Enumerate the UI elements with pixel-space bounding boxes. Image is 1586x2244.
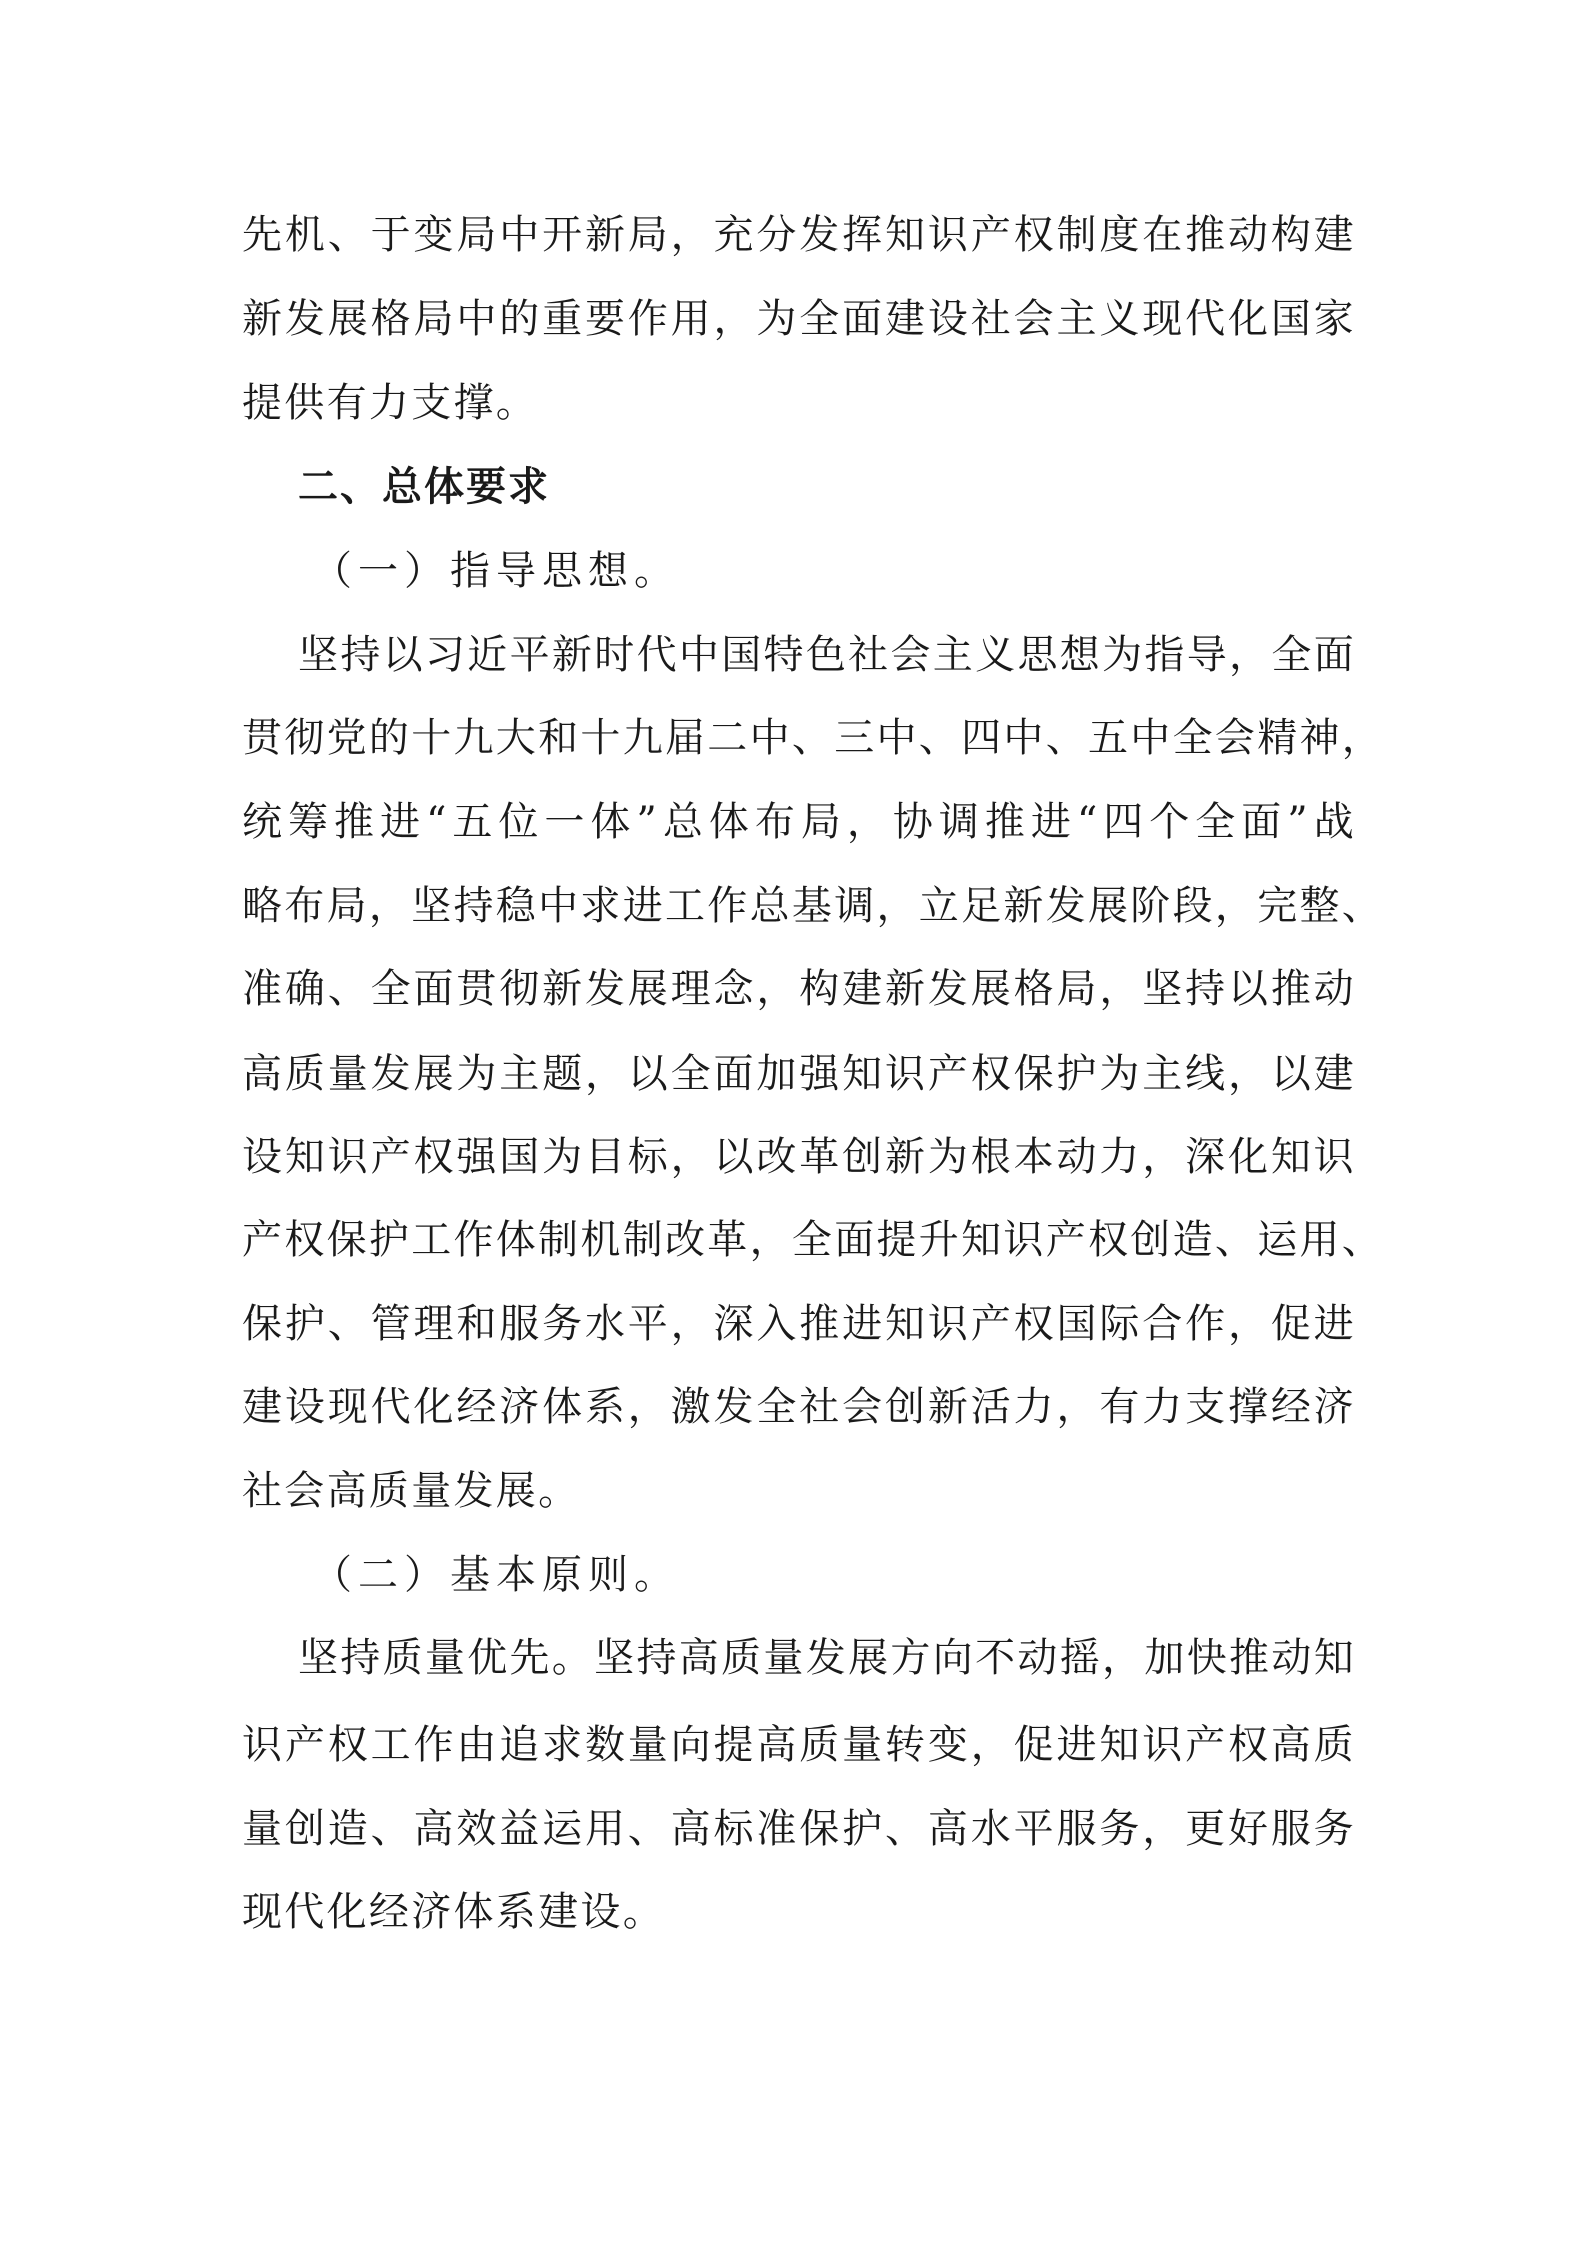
- principle-paragraph-line-4: 现代化经济体系建设。: [242, 1889, 665, 1935]
- intro-line-3: 提供有力支撑。: [242, 380, 539, 426]
- guiding-paragraph-line-8: 产权保护工作体制机制改革，全面提升知识产权创造、运用、: [242, 1217, 1385, 1263]
- guiding-paragraph-line-11: 社会高质量发展。: [242, 1468, 581, 1514]
- subsection-2-title: （二）基本原则。: [312, 1552, 680, 1598]
- guiding-paragraph-line-10: 建设现代化经济体系，激发全社会创新活力，有力支撑经济: [242, 1384, 1356, 1430]
- principle-text-1: 坚持高质量发展方向不动摇，加快推动知: [594, 1635, 1356, 1681]
- principle-lead: 坚持质量优先。: [298, 1635, 595, 1681]
- guiding-paragraph-line-6: 高质量发展为主题，以全面加强知识产权保护为主线，以建: [242, 1051, 1356, 1097]
- guiding-paragraph-line-2: 贯彻党的十九大和十九届二中、三中、四中、五中全会精神，: [242, 715, 1385, 761]
- guiding-paragraph-line-3: 统筹推进“五位一体”总体布局，协调推进“四个全面”战: [242, 799, 1356, 845]
- intro-line-2: 新发展格局中的重要作用，为全面建设社会主义现代化国家: [242, 296, 1356, 342]
- principle-paragraph-line-2: 识产权工作由追求数量向提高质量转变，促进知识产权高质: [242, 1722, 1356, 1768]
- subsection-1-title: （一）指导思想。: [312, 548, 680, 594]
- section-heading: 二、总体要求: [298, 464, 550, 510]
- guiding-paragraph-line-1: 坚持以习近平新时代中国特色社会主义思想为指导，全面: [298, 632, 1356, 678]
- intro-line-1: 先机、于变局中开新局，充分发挥知识产权制度在推动构建: [242, 212, 1356, 258]
- principle-paragraph-line-1: [298, 1632, 1356, 1684]
- principle-paragraph-line-3: 量创造、高效益运用、高标准保护、高水平服务，更好服务: [242, 1806, 1356, 1852]
- guiding-paragraph-line-9: 保护、管理和服务水平，深入推进知识产权国际合作，促进: [242, 1301, 1356, 1347]
- guiding-paragraph-line-4: 略布局，坚持稳中求进工作总基调，立足新发展阶段，完整、: [242, 883, 1385, 929]
- guiding-paragraph-line-5: 准确、全面贯彻新发展理念，构建新发展格局，坚持以推动: [242, 966, 1356, 1012]
- guiding-paragraph-line-7: 设知识产权强国为目标，以改革创新为根本动力，深化知识: [242, 1134, 1356, 1180]
